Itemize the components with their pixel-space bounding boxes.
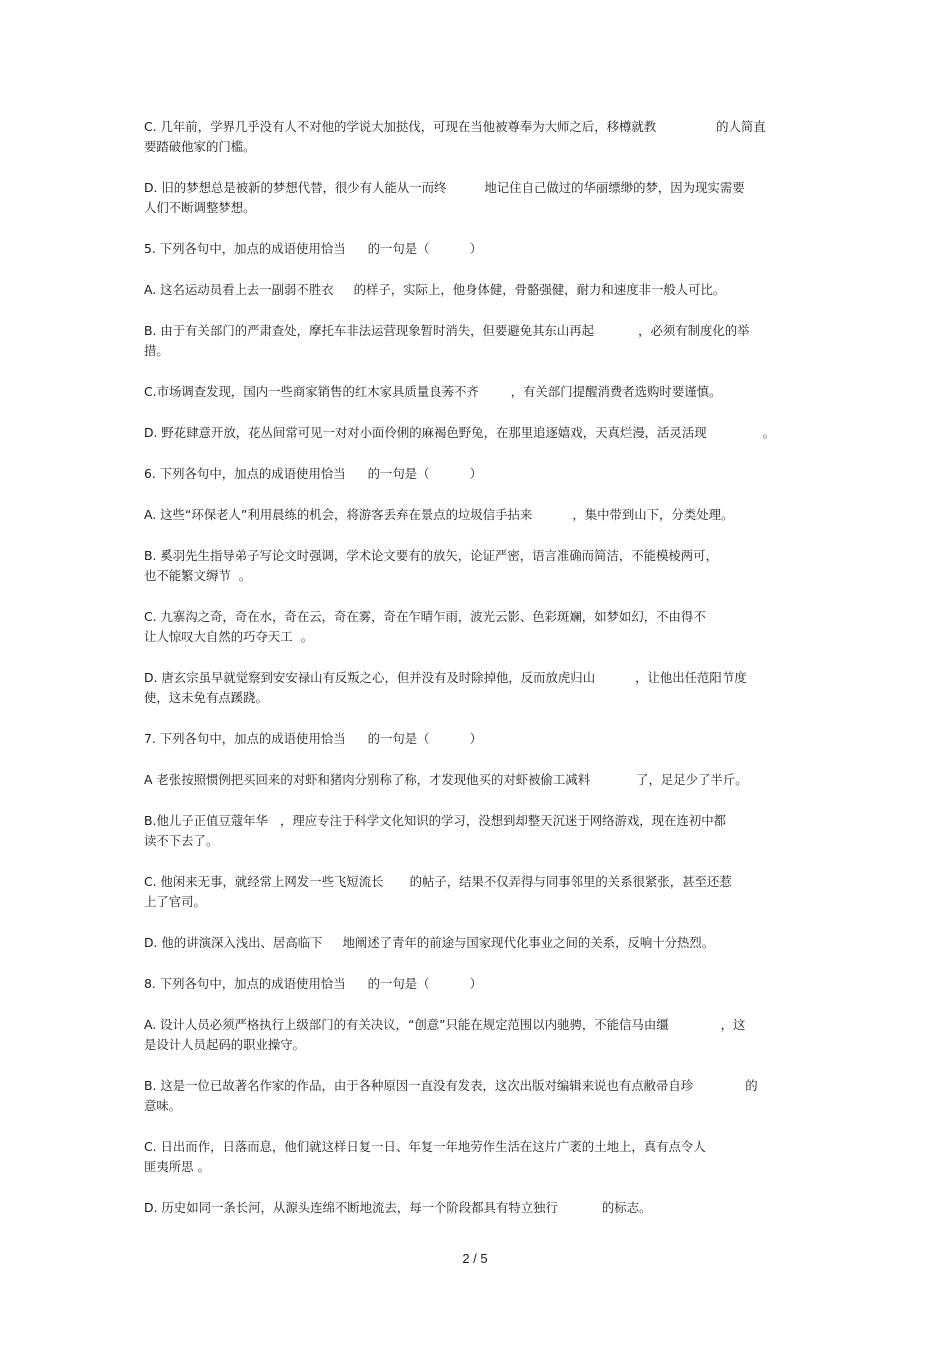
option-b-q8: B. 这是一位已故著名作家的作品，由于各种原因一直没有发表，这次出版对编辑来说也有点敝帚自珍 的 意味。 — [144, 1078, 758, 1113]
option-a-q5: A. 这名运动员看上去一副弱不胜衣 的样子，实际上，他身体健，骨骼强健，耐力和速度非一般人可比。 — [144, 282, 726, 297]
option-b-q5: B. 由于有关部门的严肃查处，摩托车非法运营现象暂时消失，但要避免其东山再起 ，必须有制度化的举 措。 — [144, 323, 750, 358]
option-c-q7: C. 他闲来无事，就经常上网发一些飞短流长 的帖子，结果不仅弄得与同事邻里的关系很紧张，甚至还惹 上了官司。 — [144, 874, 732, 909]
question-8: 8. 下列各句中，加点的成语使用恰当 的一句是（ ） — [144, 976, 482, 991]
page-number: 2 / 5 — [462, 1251, 488, 1266]
option-c-q8: C. 日出而作，日落而息，他们就这样日复一日、年复一年地劳作生活在这片广袤的土地上，真有点令人 匪夷所思 。 — [144, 1139, 706, 1174]
option-d-q6: D. 唐玄宗虽早就觉察到安安禄山有反叛之心，但并没有及时除掉他，反而放虎归山 ，让他出任范阳节度 使，这未免有点蹊跷。 — [144, 670, 747, 705]
option-a-q8: A. 设计人员必须严格执行上级部门的有关决议，“创意”只能在规定范围以内驰骋，不能信马由缰 ，这 是设计人员起码的职业操守。 — [144, 1017, 746, 1052]
question-7: 7. 下列各句中，加点的成语使用恰当 的一句是（ ） — [144, 731, 482, 746]
option-d-q4: D. 旧的梦想总是被新的梦想代替，很少有人能从一而终 地记住自己做过的华丽缥缈的梦，因为现实需要 人们不断调整梦想。 — [144, 180, 745, 215]
question-text — [144, 117, 810, 1239]
option-c-q4: C. 几年前，学界几乎没有人不对他的学说大加挞伐，可现在当他被尊奉为大师之后，移樽就教 的人简直 要踏破他家的门槛。 — [144, 119, 766, 154]
option-d-q8: D. 历史如同一条长河，从源头连绵不断地流去，每一个阶段都具有特立独行 的标志。 — [144, 1200, 652, 1215]
option-d-q5: D. 野花肆意开放，花丛间常可见一对对小面伶俐的麻褐色野兔，在那里追逐嬉戏，天真烂漫，活灵活现 。 — [144, 425, 775, 440]
option-c-q6: C. 九寨沟之奇，奇在水，奇在云，奇在雾，奇在乍晴乍雨，波光云影、色彩斑斓，如梦如幻，不由得不 让人惊叹大自然的巧夺天工 。 — [144, 609, 706, 644]
option-b-q6: B. 奚羽先生指导弟子写论文时强调，学术论文要有的放矢，论证严密，语言准确而简洁，不能模棱两可， 也不能繁文缛节 。 — [144, 548, 718, 583]
option-a-q7: A 老张按照惯例把买回来的对虾和猪肉分别称了称，才发现他买的对虾被偷工减料 了，足足少了半斤。 — [144, 772, 748, 787]
option-d-q7: D. 他的讲演深入浅出、居高临下 地阐述了青年的前途与国家现代化事业之间的关系，反响十分热烈。 — [144, 935, 715, 950]
option-a-q6: A. 这些“环保老人”利用晨练的机会，将游客丢弃在景点的垃圾信手拈来 ，集中带到山下，分类处理。 — [144, 507, 734, 522]
question-5: 5. 下列各句中，加点的成语使用恰当 的一句是（ ） — [144, 241, 482, 256]
question-6: 6. 下列各句中，加点的成语使用恰当 的一句是（ ） — [144, 466, 482, 481]
option-b-q7: B.他儿子正值豆蔻年华 ，理应专注于科学文化知识的学习，没想到却整天沉迷于网络游戏，现在连初中都 读不下去了。 — [144, 813, 727, 848]
option-c-q5: C.市场调查发现，国内一些商家销售的红木家具质量良莠不齐 ，有关部门提醒消费者选购时要谨慎。 — [144, 384, 722, 399]
